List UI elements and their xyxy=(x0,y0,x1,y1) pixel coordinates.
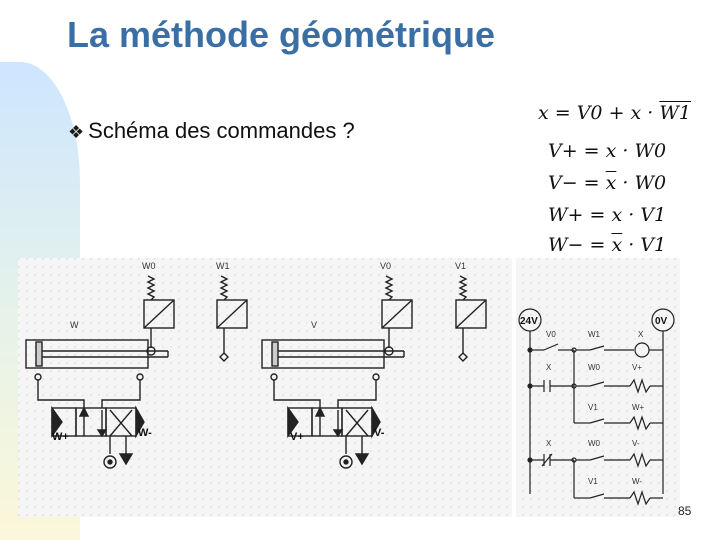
equation-v-minus: $V- = \overline{x} \cdot W0$ xyxy=(548,172,667,194)
equations-block xyxy=(530,96,690,254)
svg-text:W0: W0 xyxy=(588,363,600,372)
svg-text:X: X xyxy=(638,330,644,339)
sensor-label-w1: W1 xyxy=(216,261,230,271)
valve-label-w-minus: W- xyxy=(138,427,152,439)
valve-label-w-plus: W+ xyxy=(52,431,69,443)
equation-w-minus: $W- = \overline{x} \cdot V1$ xyxy=(548,234,667,256)
equation-v-plus: V+ = x · W0 xyxy=(548,140,667,162)
bullet-text: Schéma des commandes ? xyxy=(88,118,355,143)
svg-text:V+: V+ xyxy=(632,363,643,372)
equation-w-plus: W+ = x · V1 xyxy=(548,204,667,226)
svg-text:W1: W1 xyxy=(588,330,600,339)
svg-text:W-: W- xyxy=(632,477,643,486)
svg-text:X: X xyxy=(546,363,552,372)
valve-label-v-plus: V+ xyxy=(290,431,304,443)
svg-text:W0: W0 xyxy=(588,439,600,448)
equation-x: x = V0 + x · W1 xyxy=(538,102,691,124)
svg-text:V1: V1 xyxy=(588,403,598,412)
svg-text:V1: V1 xyxy=(588,477,598,486)
grid-dots xyxy=(18,258,680,517)
diamond-bullet-icon: ❖ xyxy=(68,122,85,142)
sensor-label-v0: V0 xyxy=(380,261,392,271)
svg-text:V0: V0 xyxy=(546,330,556,339)
svg-text:V-: V- xyxy=(632,439,640,448)
svg-text:X: X xyxy=(546,439,552,448)
slide-title: La méthode géométrique xyxy=(67,14,496,55)
supply-positive-label: 24V xyxy=(520,316,538,327)
valve-label-v-minus: V- xyxy=(374,427,385,439)
command-schematic xyxy=(18,258,680,517)
sensor-label-v1: V1 xyxy=(455,261,467,271)
cylinder-label-w: W xyxy=(70,320,79,330)
bullet-item xyxy=(68,118,355,144)
sensor-label-w0: W0 xyxy=(142,261,156,271)
supply-negative-label: 0V xyxy=(655,316,668,327)
cylinder-label-v: V xyxy=(311,320,318,330)
page-number: 85 xyxy=(678,504,692,518)
svg-text:W+: W+ xyxy=(632,403,645,412)
